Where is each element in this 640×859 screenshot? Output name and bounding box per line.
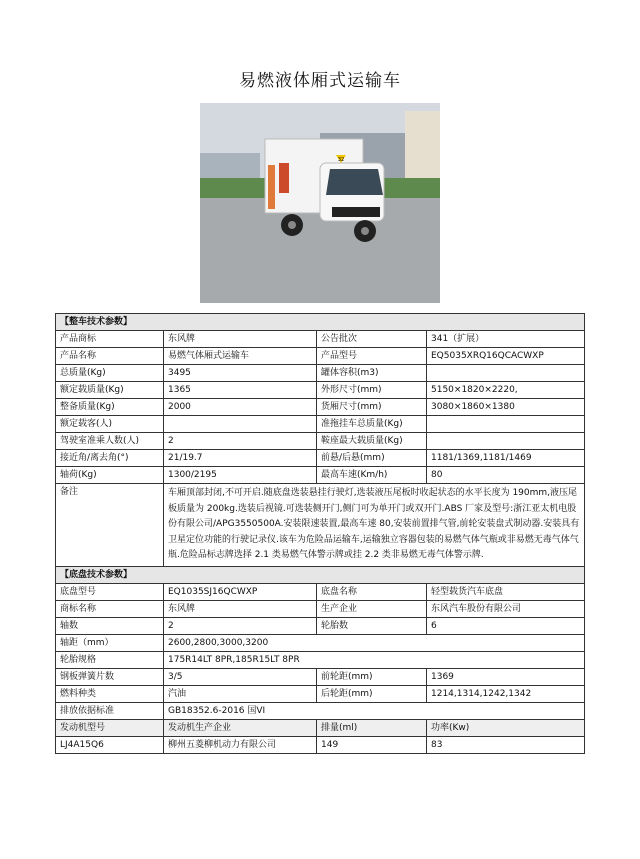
section-header-vehicle: 【整车技术参数】 (56, 314, 585, 331)
engine-row: LJ4A15Q6 柳州五菱柳机动力有限公司 149 83 (56, 736, 585, 753)
notes-label: 备注 (56, 484, 164, 567)
notes-row (56, 484, 585, 567)
table-row: 轴距（mm） 2600,2800,3000,3200 (56, 634, 585, 651)
table-row: 产品商标 东风牌 公告批次 341（扩展） (56, 331, 585, 348)
table-row: 驾驶室准乘人数(人) 2 鞍座最大载质量(Kg) (56, 433, 585, 450)
table-row: 轴荷(Kg) 1300/2195 最高车速(Km/h) 80 (56, 467, 585, 484)
table-row: 产品名称 易燃气体厢式运输车 产品型号 EQ5035XRQ16QCACWXP (56, 348, 585, 365)
table-row: 额定载质量(Kg) 1365 外形尺寸(mm) 5150×1820×2220, (56, 382, 585, 399)
truck-photo (200, 103, 440, 303)
engine-header-row: 发动机型号 发动机生产企业 排量(ml) 功率(Kw) (56, 719, 585, 736)
table-row: 轮胎规格 175R14LT 8PR,185R15LT 8PR (56, 651, 585, 668)
truck-illustration (200, 103, 440, 303)
notes-text: 车厢顶部封闭,不可开启.随底盘选装悬挂行驶灯,选装液压尾板时收起状态的水平长度为 190mm,液压尾板质量为 200kg.选装后视镜.可选装侧开门,侧门可为单开门或双开门.ABS 厂家及型号:浙江亚太机电股份有限公司/APG3550500A.安装限速装置,最高车速 80,安装前置排气管,前轮安装盘式制动器.安装具有卫星定位功能的行驶记录仪.该车为危险品运输车,运输独立容器包装的易燃气体气瓶或非易燃无毒气体气瓶.危险品标志牌选择 2.1 类易燃气体警示牌或挂 2.2 类非易燃无毒气体警示牌. (164, 484, 585, 567)
table-row: 额定载客(人) 准拖挂车总质量(Kg) (56, 416, 585, 433)
table-row: 底盘型号 EQ1035SJ16QCWXP 底盘名称 轻型载货汽车底盘 (56, 583, 585, 600)
table-row: 商标名称 东风牌 生产企业 东风汽车股份有限公司 (56, 600, 585, 617)
table-row: 整备质量(Kg) 2000 货厢尺寸(mm) 3080×1860×1380 (56, 399, 585, 416)
table-row: 接近角/离去角(°) 21/19.7 前悬/后悬(mm) 1181/1369,1181/1469 (56, 450, 585, 467)
table-row: 总质量(Kg) 3495 罐体容积(m3) (56, 365, 585, 382)
table-row: 钢板弹簧片数 3/5 前轮距(mm) 1369 (56, 668, 585, 685)
table-row: 轴数 2 轮胎数 6 (56, 617, 585, 634)
table-row: 排放依据标准 GB18352.6-2016 国VI (56, 702, 585, 719)
table-row: 燃料种类 汽油 后轮距(mm) 1214,1314,1242,1342 (56, 685, 585, 702)
hazard-sign-number: 32 (337, 157, 345, 163)
page-title: 易燃液体厢式运输车 (239, 71, 401, 91)
spec-table (55, 313, 585, 754)
section-header-chassis: 【底盘技术参数】 (56, 566, 585, 583)
